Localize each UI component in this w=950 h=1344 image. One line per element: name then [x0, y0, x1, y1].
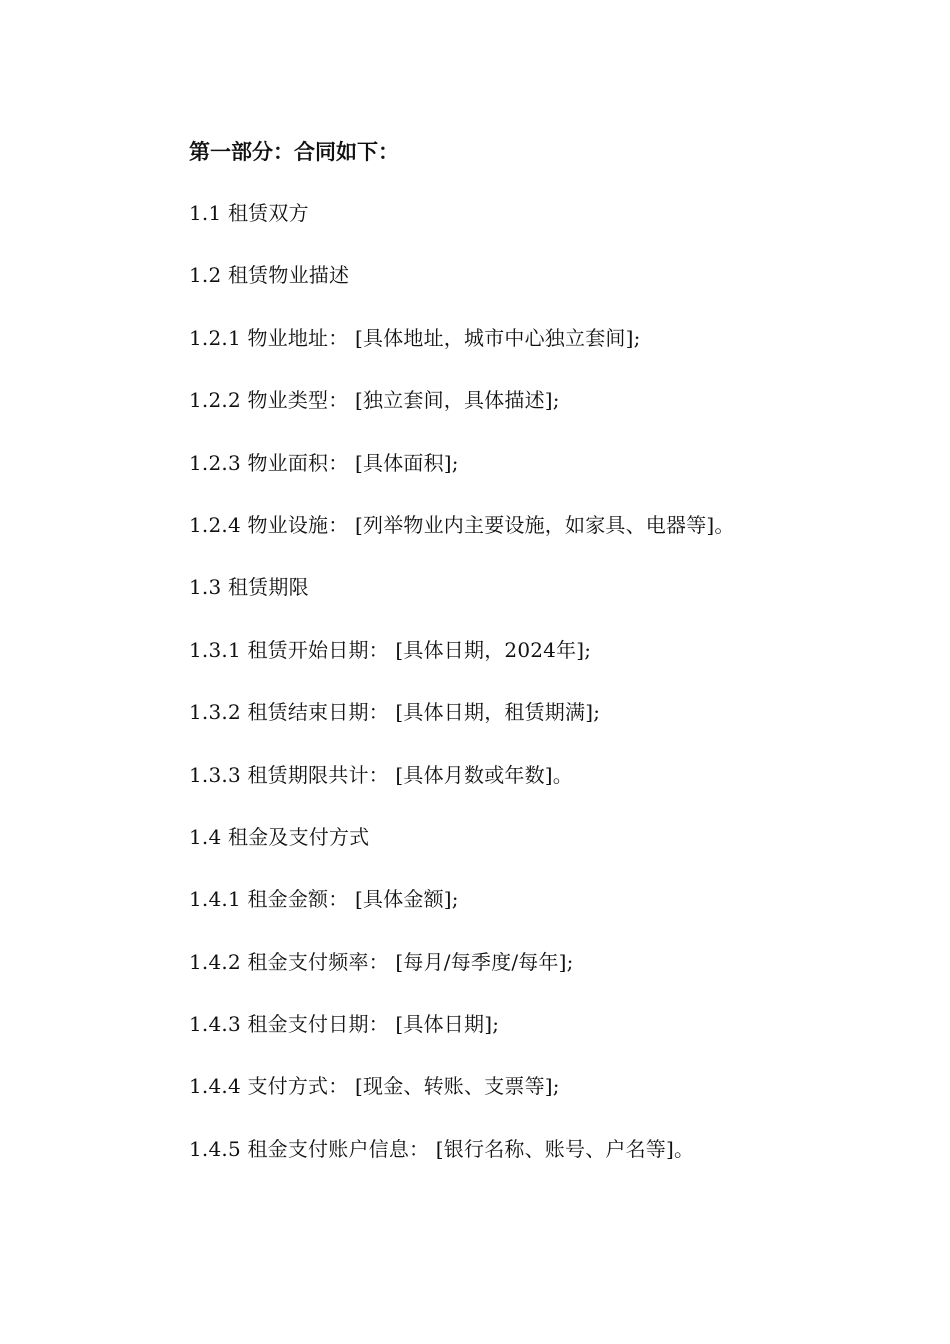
clause-line: 1.4.5 租金支付账户信息： [银行名称、账号、户名等]。	[189, 1136, 695, 1161]
clause-line: 1.4 租金及支付方式	[189, 824, 370, 849]
section-heading: 第一部分：合同如下：	[189, 140, 399, 164]
clause-line: 1.1 租赁双方	[189, 201, 309, 225]
clause-line: 1.2.3 物业面积： [具体面积];	[189, 450, 459, 475]
clause-line: 1.4.3 租金支付日期： [具体日期];	[189, 1012, 500, 1037]
clause-line: 1.2.4 物业设施： [列举物业内主要设施，如家具、电器等]。	[189, 512, 735, 537]
clause-line: 1.2.1 物业地址： [具体地址，城市中心独立套间];	[189, 325, 641, 350]
clause-line: 1.3 租赁期限	[189, 575, 309, 600]
clause-line: 1.3.3 租赁期限共计： [具体月数或年数]。	[189, 762, 574, 787]
clause-line: 1.2.2 物业类型： [独立套间，具体描述];	[189, 388, 560, 413]
clause-line: 1.2 租赁物业描述	[189, 263, 350, 288]
clause-line: 1.3.1 租赁开始日期： [具体日期，2024年];	[189, 637, 592, 662]
clause-list	[189, 199, 735, 1197]
clause-line: 1.4.1 租金金额： [具体金额];	[189, 887, 459, 912]
clause-line: 1.4.2 租金支付频率： [每月/每季度/每年];	[189, 949, 574, 974]
clause-line: 1.3.2 租赁结束日期： [具体日期，租赁期满];	[189, 700, 601, 725]
clause-line: 1.4.4 支付方式： [现金、转账、支票等];	[189, 1074, 560, 1099]
